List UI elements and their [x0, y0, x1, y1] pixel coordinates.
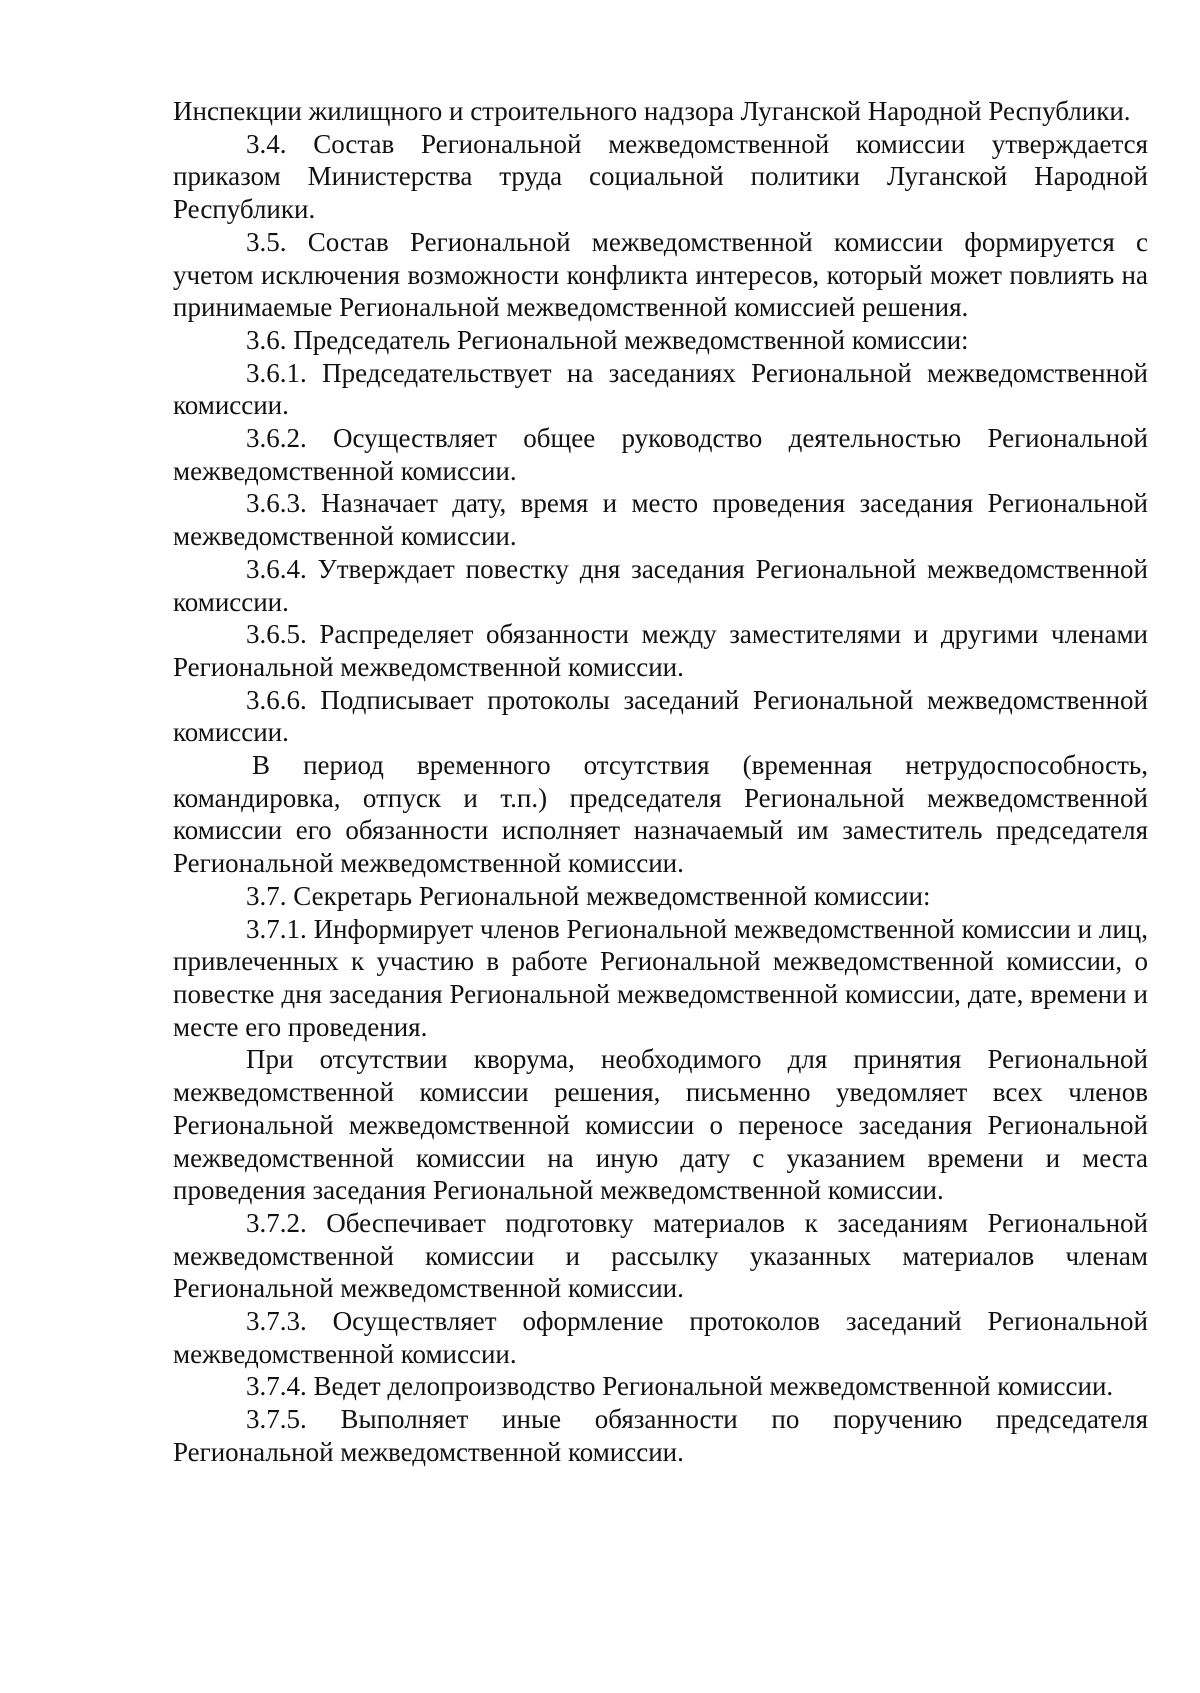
paragraph-continuation-inspection: Инспекции жилищного и строительного надзора Луганской Народной Республики. — [173, 96, 1131, 126]
paragraph-quorum-absence: При отсутствии кворума, необходимого для принятия Региональной межведомственной комиссии решения, письменно уведомляет всех членов Региональной межведомственной комиссии о переносе заседания Региональной межведомственной комиссии на иную дату с указанием времени и места проведения заседания Региональной межведомственной комиссии. — [173, 1044, 1148, 1206]
paragraph-3-6-3: 3.6.3. Назначает дату, время и место проведения заседания Региональной межведомственной комиссии. — [173, 488, 1148, 552]
paragraph-3-6-5: 3.6.5. Распределяет обязанности между заместителями и другими членами Региональной межведомственной комиссии. — [173, 619, 1148, 682]
paragraph-3-6: 3.6. Председатель Региональной межведомственной комиссии: — [246, 324, 969, 355]
paragraph-3-7-2: 3.7.2. Обеспечивает подготовку материалов к заседаниям Региональной межведомственной комиссии и рассылку указанных материалов членам Региональной межведомственной комиссии. — [173, 1207, 1148, 1304]
paragraph-3-7: 3.7. Секретарь Региональной межведомственной комиссии: — [246, 880, 931, 911]
paragraph-3-7-1: 3.7.1. Информирует членов Региональной межведомственной комиссии и лиц, привлеченных к участию в работе Региональной межведомственной комиссии, о повестке дня заседания Региональной межведомственной комиссии, дате, времени и месте его проведения. — [173, 913, 1148, 1042]
paragraph-3-6-1: 3.6.1. Председательствует на заседаниях Региональной межведомственной комиссии. — [173, 357, 1148, 421]
paragraph-3-6-6: 3.6.6. Подписывает протоколы заседаний Региональной межведомственной комиссии. — [173, 684, 1148, 748]
paragraph-3-6-4: 3.6.4. Утверждает повестку дня заседания Региональной межведомственной комиссии. — [173, 553, 1148, 617]
paragraph-3-7-3: 3.7.3. Осуществляет оформление протоколов заседаний Региональной межведомственной комиссии. — [173, 1306, 1148, 1369]
paragraph-3-4: 3.4. Состав Региональной межведомственной комиссии утверждается приказом Министерства труда социальной политики Луганской Народной Республики. — [173, 128, 1148, 225]
paragraph-3-6-2: 3.6.2. Осуществляет общее руководство деятельностью Региональной межведомственной комиссии. — [173, 423, 1148, 486]
document-page — [173, 95, 1148, 1469]
paragraph-3-7-5: 3.7.5. Выполняет иные обязанности по поручению председателя Региональной межведомственной комиссии. — [173, 1404, 1148, 1467]
paragraph-3-5: 3.5. Состав Региональной межведомственной комиссии формируется с учетом исключения возможности конфликта интересов, который может повлиять на принимаемые Региональной межведомственной комиссией решения. — [173, 226, 1148, 323]
paragraph-3-7-4: 3.7.4. Ведет делопроизводство Региональной межведомственной комиссии. — [246, 1371, 1114, 1402]
paragraph-chair-absence: В период временного отсутствия (временная нетрудоспособность, командировка, отпуск и т.п.) председателя Региональной межведомственной комиссии его обязанности исполняет назначаемый им заместитель председателя Региональной межведомственной комиссии. — [173, 750, 1148, 879]
